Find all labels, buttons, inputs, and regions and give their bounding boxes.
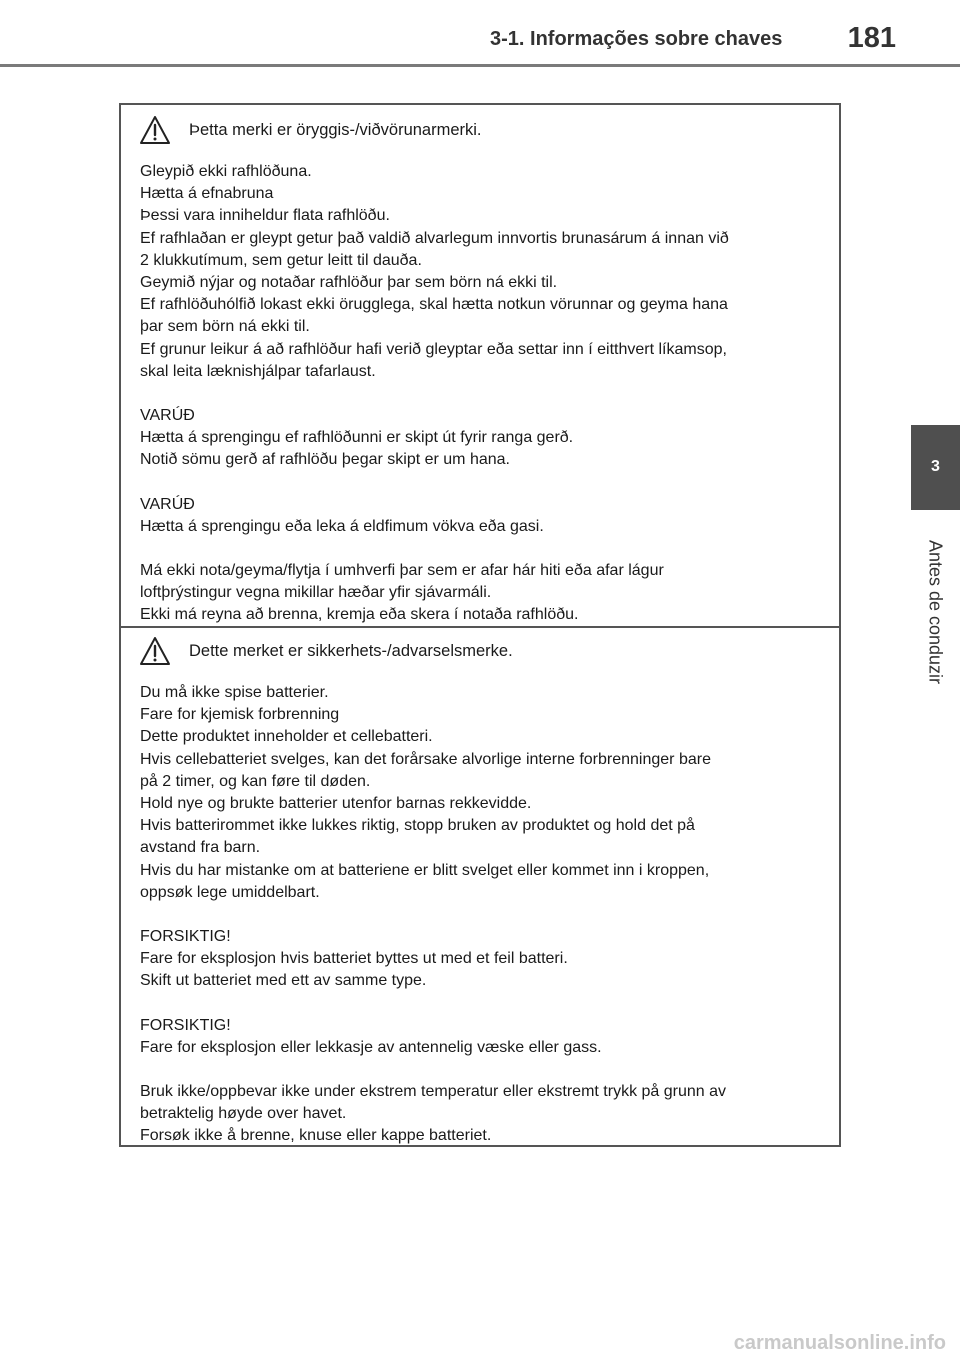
text-line: Hvis cellebatteriet svelges, kan det forårsake alvorlige interne forbrenninger bare — [140, 750, 711, 768]
text-line: Hætta á sprengingu eða leka á eldfimum vökva eða gasi. — [140, 517, 544, 535]
warning-header — [139, 113, 482, 147]
text-line: Dette produktet inneholder et cellebatteri. — [140, 728, 433, 746]
text-line: på 2 timer, og kan føre til døden. — [140, 772, 371, 790]
text-line: Hætta á sprengingu ef rafhlöðunni er skipt út fyrir ranga gerð. — [140, 429, 574, 447]
text-line: þar sem börn ná ekki til. — [140, 318, 310, 336]
text-line: Du må ikke spise batterier. — [140, 684, 329, 701]
text-line: skal leita læknishjálpar tafarlaust. — [140, 362, 376, 380]
warning-header — [139, 634, 513, 668]
text-line: Fare for kjemisk forbrenning — [140, 706, 340, 724]
text-line: Ef rafhlaðan er gleypt getur það valdið alvarlegum innvortis brunasárum á innan við — [140, 229, 729, 247]
text-line: Forsøk ikke å brenne, knuse eller kappe batteriet. — [140, 1127, 492, 1145]
text-line: oppsøk lege umiddelbart. — [140, 883, 320, 901]
warning-body — [140, 682, 830, 1148]
text-line: Fare for eksplosjon hvis batteriet byttes ut med et feil batteri. — [140, 950, 568, 968]
text-line: Hætta á efnabruna — [140, 185, 274, 203]
text-line: Bruk ikke/oppbevar ikke under ekstrem temperatur eller ekstremt trykk på grunn av — [140, 1083, 727, 1101]
caution-label: FORSIKTIG! — [140, 928, 231, 946]
text-line: Hold nye og brukte batterier utenfor barnas rekkevidde. — [140, 795, 532, 813]
caution-label: FORSIKTIG! — [140, 1016, 231, 1034]
watermark: carmanualsonline.info — [733, 1332, 946, 1354]
warning-heading: Þetta merki er öryggis-/viðvörunarmerki. — [189, 120, 482, 139]
warning-heading: Dette merket er sikkerhets-/advarselsmerke. — [189, 641, 513, 660]
text-line: avstand fra barn. — [140, 839, 261, 857]
warning-section-norwegian — [121, 628, 839, 1145]
warning-section-icelandic — [121, 105, 839, 626]
text-line: loftþrýstingur vegna mikillar hæðar yfir sjávarmáli. — [140, 584, 492, 602]
chapter-tab — [911, 425, 960, 510]
text-line: Má ekki nota/geyma/flytja í umhverfi þar sem er afar hár hiti eða afar lágur — [140, 562, 664, 580]
chapter-label: Antes de conduzir — [925, 539, 946, 685]
text-line: 2 klukkutímum, sem getur leitt til dauða. — [140, 251, 422, 269]
text-line: Fare for eksplosjon eller lekkasje av antennelig væske eller gass. — [140, 1038, 602, 1056]
text-line: Þessi vara inniheldur flata rafhlöðu. — [140, 207, 390, 225]
caution-label: VARÚÐ — [140, 495, 195, 513]
warning-paragraph — [140, 405, 830, 472]
header-divider — [0, 64, 960, 67]
warning-paragraph — [140, 682, 830, 904]
warning-paragraph — [140, 560, 830, 627]
chapter-number: 3 — [931, 458, 940, 475]
text-line: Hvis du har mistanke om at batteriene er blitt svelget eller kommet inn i kroppen, — [140, 861, 710, 879]
text-line: Gleypið ekki rafhlöðuna. — [140, 163, 312, 180]
warning-paragraph — [140, 161, 830, 383]
warning-paragraph — [140, 494, 830, 538]
text-line: Notið sömu gerð af rafhlöðu þegar skipt er um hana. — [140, 451, 510, 469]
warning-paragraph — [140, 1081, 830, 1148]
battery-warning-box — [119, 103, 841, 1147]
warning-body — [140, 161, 830, 627]
text-line: Ekki má reyna að brenna, kremja eða skera í notaða rafhlöðu. — [140, 606, 579, 624]
page-number: 181 — [847, 22, 896, 54]
warning-triangle-icon — [139, 636, 171, 666]
text-line: betraktelig høyde over havet. — [140, 1105, 347, 1123]
text-line: Hvis batterirommet ikke lukkes riktig, stopp bruken av produktet og hold det på — [140, 817, 695, 835]
text-line: Ef rafhlöðuhólfið lokast ekki örugglega, skal hætta notkun vörunnar og geyma hana — [140, 296, 728, 314]
warning-triangle-icon — [139, 115, 171, 145]
warning-paragraph — [140, 1015, 830, 1059]
text-line: Skift ut batteriet med ett av samme type. — [140, 972, 427, 990]
text-line: Ef grunur leikur á að rafhlöður hafi verið gleyptar eða settar inn í eitthvert líkamsop, — [140, 340, 727, 358]
text-line: Geymið nýjar og notaðar rafhlöður þar sem börn ná ekki til. — [140, 274, 558, 292]
warning-paragraph — [140, 926, 830, 993]
caution-label: VARÚÐ — [140, 407, 195, 425]
section-title: 3-1. Informações sobre chaves — [490, 28, 783, 50]
